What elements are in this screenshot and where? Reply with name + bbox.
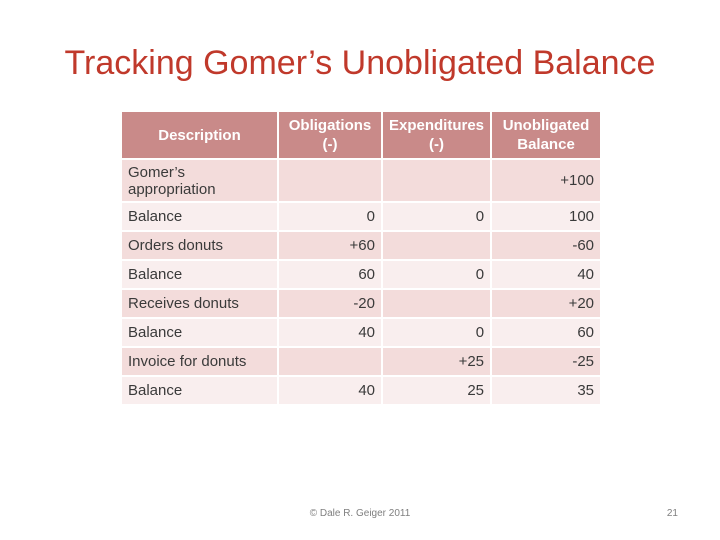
header-obligations: Obligations (-) — [279, 112, 381, 158]
row-expenditures: +25 — [383, 348, 490, 375]
table-row — [122, 232, 600, 259]
row-unobligated: 100 — [492, 203, 600, 230]
row-obligations: 60 — [279, 261, 381, 288]
row-obligations: 40 — [279, 377, 381, 404]
copyright-footer: © Dale R. Geiger 2011 — [309, 508, 411, 519]
table-row — [122, 203, 600, 230]
slide-title: Tracking Gomer’s Unobligated Balance — [64, 44, 656, 82]
row-description: Invoice for donuts — [122, 348, 277, 375]
row-expenditures: 0 — [383, 203, 490, 230]
row-obligations: +60 — [279, 232, 381, 259]
header-unobligated-balance: Unobligated Balance — [492, 112, 600, 158]
row-expenditures — [383, 290, 490, 317]
row-obligations: -20 — [279, 290, 381, 317]
row-description: Orders donuts — [122, 232, 277, 259]
header-expenditures: Expenditures (-) — [383, 112, 490, 158]
table-row — [122, 261, 600, 288]
table-row — [122, 290, 600, 317]
row-obligations — [279, 160, 381, 201]
row-obligations: 40 — [279, 319, 381, 346]
row-description: Balance — [122, 377, 277, 404]
row-unobligated: 60 — [492, 319, 600, 346]
row-unobligated: -25 — [492, 348, 600, 375]
balance-table — [120, 110, 602, 406]
row-expenditures — [383, 160, 490, 201]
table-row — [122, 377, 600, 404]
row-obligations: 0 — [279, 203, 381, 230]
table-row — [122, 160, 600, 201]
row-unobligated: 35 — [492, 377, 600, 404]
row-expenditures — [383, 232, 490, 259]
row-expenditures: 0 — [383, 261, 490, 288]
row-description: Balance — [122, 261, 277, 288]
row-description: Receives donuts — [122, 290, 277, 317]
row-obligations — [279, 348, 381, 375]
row-description: Balance — [122, 203, 277, 230]
row-unobligated: -60 — [492, 232, 600, 259]
table-header-row — [122, 112, 600, 158]
table-row — [122, 348, 600, 375]
row-description: Gomer’s appropriation — [122, 160, 277, 201]
row-unobligated: 40 — [492, 261, 600, 288]
row-expenditures: 25 — [383, 377, 490, 404]
row-unobligated: +20 — [492, 290, 600, 317]
header-description: Description — [122, 112, 277, 158]
row-description: Balance — [122, 319, 277, 346]
page-number: 21 — [666, 508, 678, 519]
row-unobligated: +100 — [492, 160, 600, 201]
row-expenditures: 0 — [383, 319, 490, 346]
table-row — [122, 319, 600, 346]
